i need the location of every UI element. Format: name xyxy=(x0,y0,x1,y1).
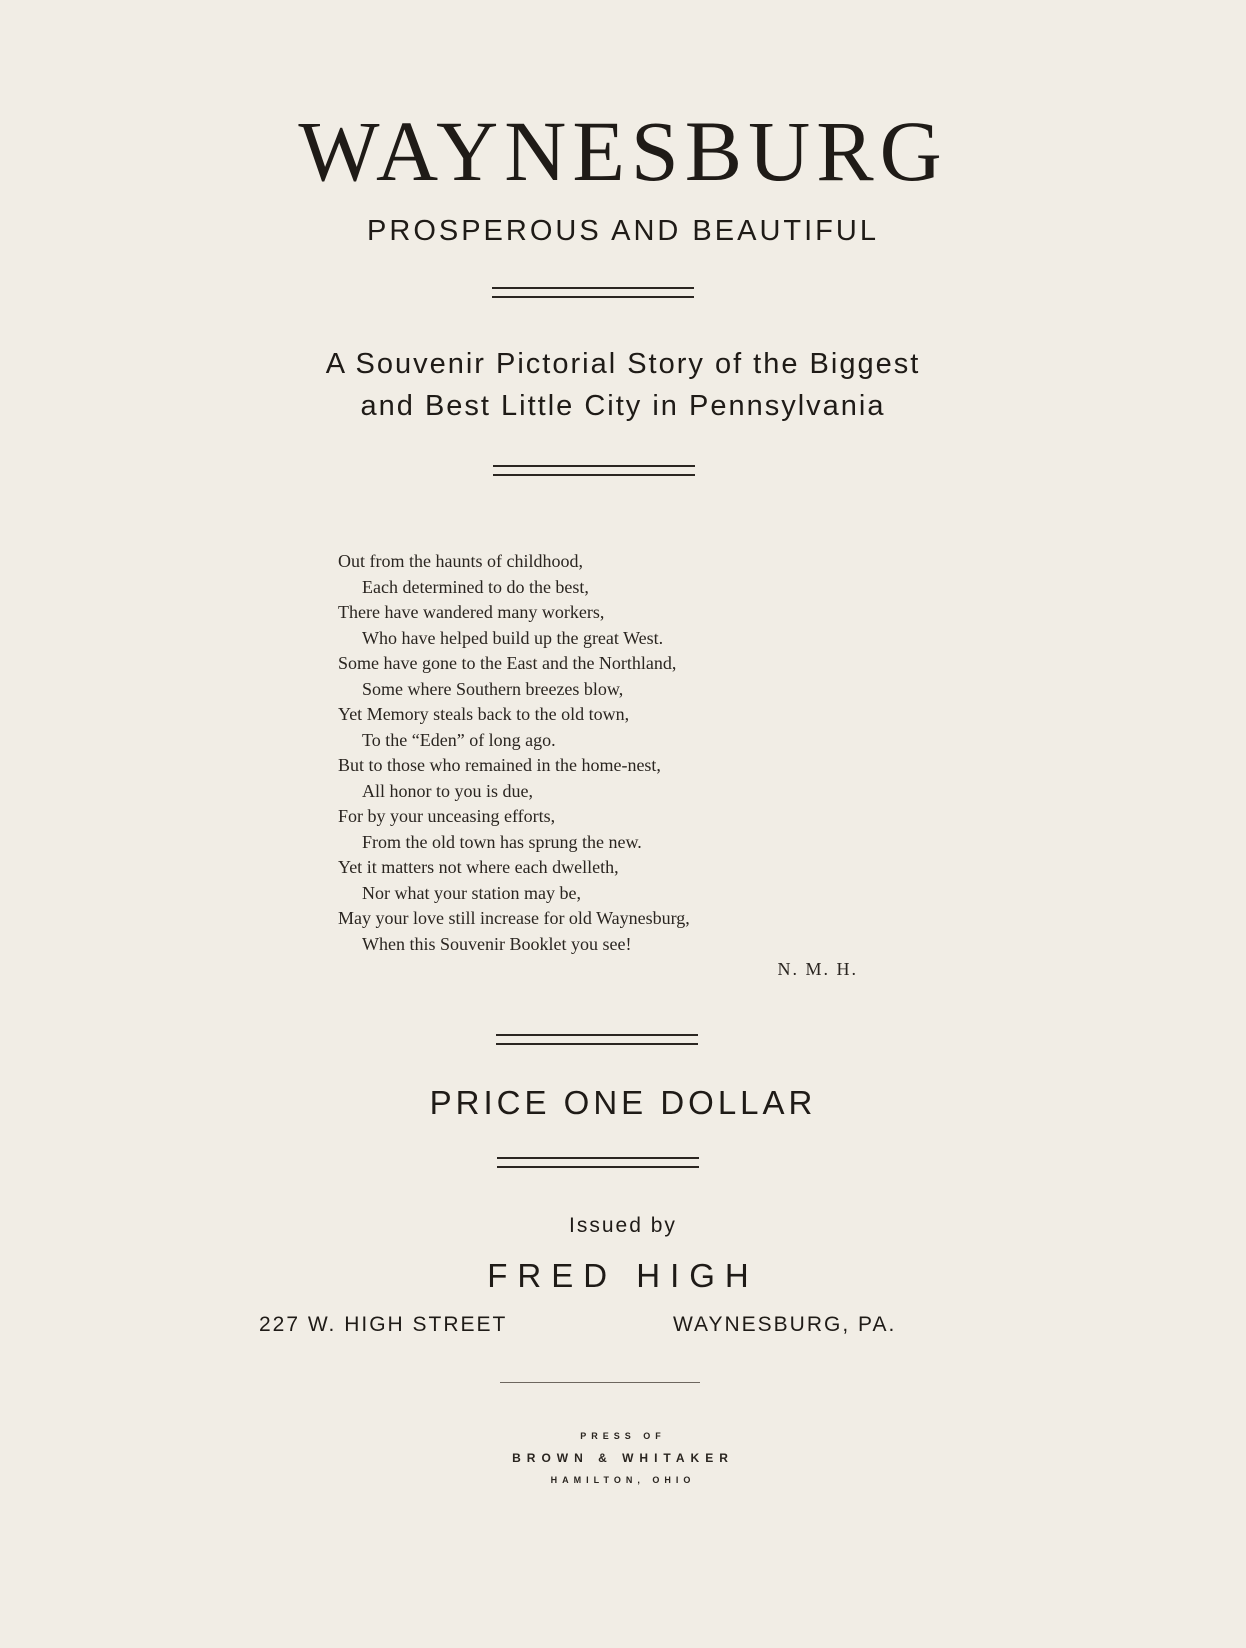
poem-line: Each determined to do the best, xyxy=(362,576,589,597)
double-rule-3 xyxy=(496,1034,698,1045)
press-of: PRESS OF xyxy=(580,1431,666,1441)
poem-line: From the old town has sprung the new. xyxy=(362,831,642,852)
double-rule-4 xyxy=(497,1157,699,1168)
address-street: 227 W. HIGH STREET xyxy=(259,1313,508,1336)
poem-line: Who have helped build up the great West. xyxy=(362,627,664,648)
poem-line: Some where Southern breezes blow, xyxy=(362,678,624,699)
publisher-name: FRED HIGH xyxy=(487,1257,759,1294)
poem-line: Yet it matters not where each dwelleth, xyxy=(338,857,619,877)
poem-line: Nor what your station may be, xyxy=(362,882,581,903)
poem-line: For by your unceasing efforts, xyxy=(338,806,556,826)
poem-line: May your love still increase for old Waynesburg, xyxy=(338,908,690,928)
tagline-line-2: and Best Little City in Pennsylvania xyxy=(360,390,886,422)
poem-line: Out from the haunts of childhood, xyxy=(338,551,583,571)
poem-line: Some have gone to the East and the Northland, xyxy=(338,653,677,673)
poem-line: When this Souvenir Booklet you see! xyxy=(362,933,632,954)
poem xyxy=(338,549,858,983)
single-rule xyxy=(500,1382,700,1383)
address-city: WAYNESBURG, PA. xyxy=(673,1313,897,1336)
poem-line: All honor to you is due, xyxy=(362,780,533,801)
page-subtitle: PROSPEROUS AND BEAUTIFUL xyxy=(367,215,879,247)
printer-location: HAMILTON, OHIO xyxy=(550,1475,696,1485)
poem-signature: N. M. H. xyxy=(777,959,858,979)
tagline xyxy=(0,343,1246,427)
poem-line: But to those who remained in the home-nest, xyxy=(338,755,661,775)
poem-line: To the “Eden” of long ago. xyxy=(362,729,556,750)
price: PRICE ONE DOLLAR xyxy=(429,1084,817,1121)
double-rule-2 xyxy=(493,465,695,476)
poem-line: There have wandered many workers, xyxy=(338,602,605,622)
double-rule-1 xyxy=(492,287,694,298)
printer-name: BROWN & WHITAKER xyxy=(512,1451,734,1465)
poem-line: Yet Memory steals back to the old town, xyxy=(338,704,630,724)
issued-by: Issued by xyxy=(569,1214,677,1237)
page-title: WAYNESBURG xyxy=(298,103,948,199)
tagline-line-1: A Souvenir Pictorial Story of the Biggest xyxy=(325,348,921,380)
